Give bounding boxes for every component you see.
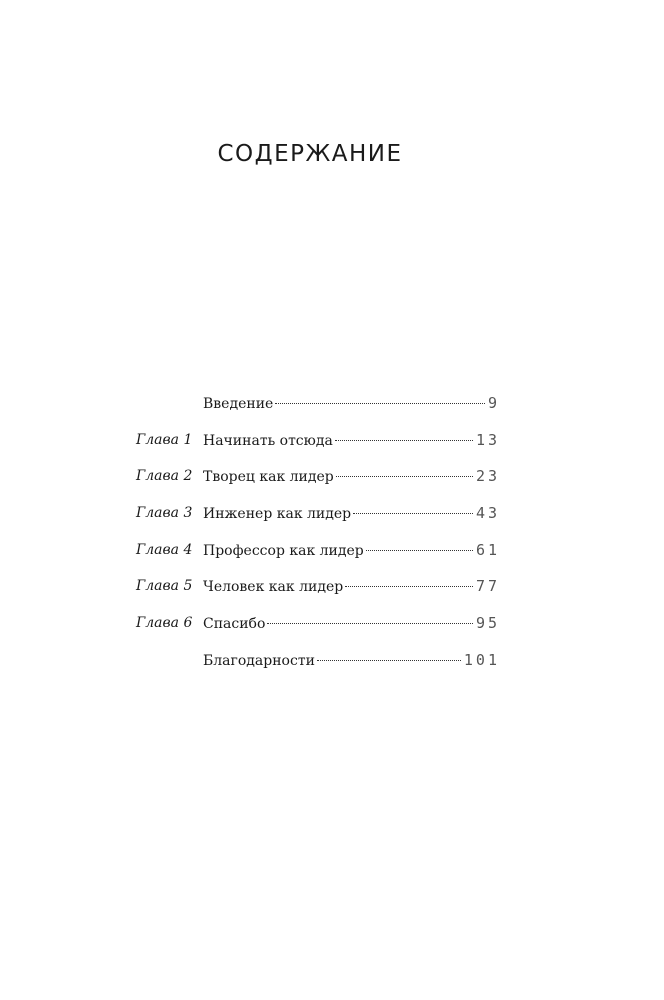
table-of-contents: [0, 392, 664, 686]
page-title: СОДЕРЖАНИЕ: [217, 141, 403, 168]
toc-entry: [203, 502, 500, 525]
entry-title: Человек как лидер: [203, 579, 344, 596]
entry-title: Введение: [203, 396, 274, 412]
dot-leader: [345, 586, 473, 587]
toc-row-chapter-5[interactable]: [0, 575, 664, 612]
dot-leader: [336, 476, 473, 477]
entry-title: Начинать отсюда: [203, 432, 333, 449]
toc-entry: [203, 539, 500, 562]
toc-row-chapter-1[interactable]: [0, 429, 664, 466]
chapter-label: Глава 4: [136, 541, 193, 558]
toc-row-introduction[interactable]: [0, 392, 664, 429]
page-number: 95: [475, 614, 500, 633]
chapter-label: Глава 5: [136, 578, 193, 595]
toc-row-chapter-3[interactable]: [0, 502, 664, 539]
dot-leader: [267, 623, 473, 624]
toc-row-chapter-4[interactable]: [0, 539, 664, 576]
dot-leader: [275, 403, 485, 404]
chapter-label: Глава 3: [136, 505, 193, 522]
toc-row-chapter-6[interactable]: [0, 612, 664, 649]
page-number: 9: [487, 394, 500, 412]
toc-row-acknowledgements[interactable]: [0, 649, 664, 686]
page-number: 43: [475, 504, 500, 523]
page-number: 61: [475, 540, 500, 559]
toc-row-chapter-2[interactable]: [0, 465, 664, 502]
chapter-label: Глава 1: [136, 431, 193, 448]
toc-entry: [203, 612, 500, 635]
entry-title: Профессор как лидер: [203, 542, 364, 559]
page-number: 77: [475, 577, 500, 596]
dot-leader: [317, 660, 461, 661]
toc-entry: [203, 649, 500, 672]
entry-title: Творец как лидер: [203, 469, 334, 486]
toc-entry: [203, 392, 500, 415]
page-number: 13: [475, 430, 500, 449]
toc-entry: [203, 429, 500, 452]
page-number: 23: [475, 467, 500, 486]
toc-entry: [203, 465, 500, 488]
toc-entry: [203, 575, 500, 598]
dot-leader: [353, 513, 473, 514]
dot-leader: [335, 440, 473, 441]
entry-title: Инженер как лидер: [203, 506, 352, 523]
chapter-label: Глава 6: [136, 615, 193, 632]
chapter-label: Глава 2: [136, 468, 193, 485]
page-number: 101: [463, 650, 500, 669]
entry-title: Спасибо: [203, 616, 266, 633]
dot-leader: [366, 550, 473, 551]
entry-title: Благодарности: [203, 652, 315, 669]
